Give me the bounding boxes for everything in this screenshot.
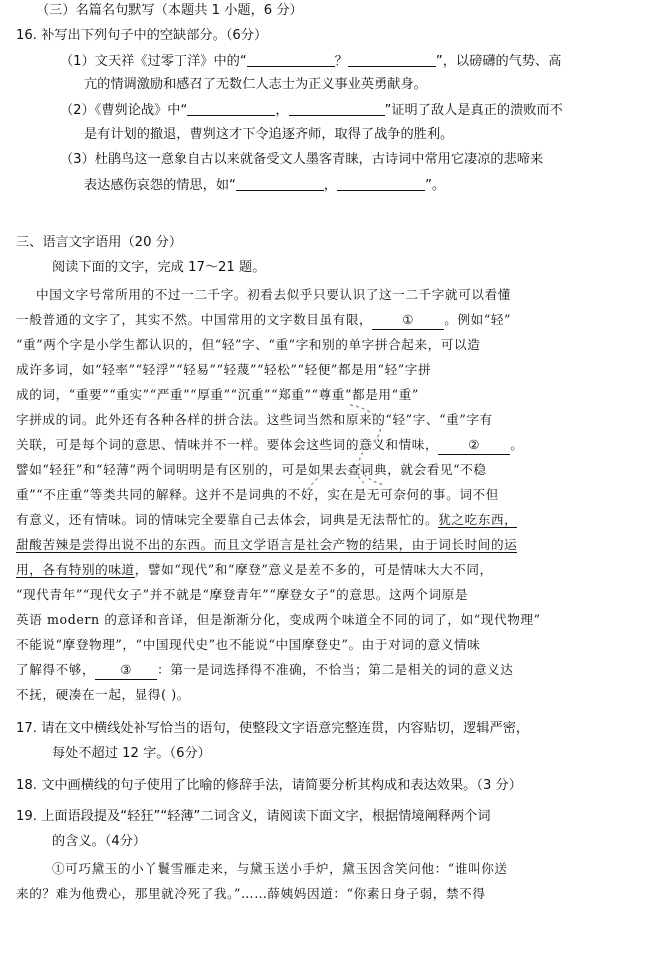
question-17-cont: 每处不超过 12 字。（6分） [52,746,211,761]
passage-line: 譬如“轻狂”和“轻薄”两个词明明是有区别的，可是如果去查词典，就会看见“不稳 [16,462,487,477]
question-19 [16,808,491,826]
underlined-text: 用，各有特别的味道 [16,562,135,577]
blank-marker-1[interactable]: ① [372,311,444,330]
passage-line [16,561,493,579]
item-text: ”。 [425,178,446,193]
item-text: ”证明了敌人是真正的溃败而不 [384,103,563,118]
item-text: （1）文天祥《过零丁洋》中的“ [60,54,247,69]
passage-line [16,311,511,330]
question-16-stem [16,27,267,45]
passage-line [16,436,523,455]
question-19-cont: 的含义。（4分） [52,834,147,849]
item-text: ？ [334,54,348,69]
blank-marker-2[interactable]: ② [438,436,510,455]
section-heading: 三、语言文字语用（20 分） [16,235,183,250]
q16-item-3: （3）杜鹃鸟这一意象自古以来就备受文人墨客青睐，古诗词中常用它凄凉的悲啼来 [60,152,544,167]
passage-line: “重”两个字是小学生都认识的，但“轻”字、“重”字和别的单字拼合起来，可以造 [16,337,481,352]
passage-line: 成许多词，如“轻率”“轻浮”“轻易”“轻蔑”“轻松”“轻便”都是用“轻”字拼 [16,362,432,377]
passage-line: 字拼成的词。此外还有各种各样的拼合法。这些词当然和原来的“轻”字、“重”字有 [16,412,493,427]
passage-line: 英语 modern 的意译和音译，但是渐渐分化，变成两个味道全不同的词了，如“现代物理” [16,612,541,627]
answer-blank[interactable] [289,101,385,116]
question-18 [16,777,522,795]
answer-blank[interactable] [187,101,275,116]
item-text: ， [275,103,289,118]
passage-line: 成的词，“重要”“重实”“严重”“厚重”“沉重”“郑重”“尊重”都是用“重” [16,387,419,402]
item-text: 表达感伤哀怨的情思，如“ [84,178,236,193]
item-text: ”，以磅礴的气势、高 [435,54,562,69]
passage-text: 了解得不够， [16,662,96,677]
underlined-sentence: 甜酸苦辣是尝得出说不出的东西。 [16,537,214,552]
excerpt-line: 来的？难为他费心，那里就冷死了我。”……薛姨妈因道：“你素日身子弱，禁不得 [16,886,486,901]
passage-text: ，譬如“现代”和“摩登”意义是差不多的，可是情味大大不同， [134,562,493,577]
dashed-curve-mark [300,455,370,505]
passage-text: 。 [510,437,524,452]
passage-text: 。例如“轻” [444,312,512,327]
question-number: 19. [16,809,37,824]
passage-text: 有意义，还有情味。词的情味完全要靠自己去体会，词典是无法帮忙的。 [16,512,439,527]
underlined-text: 而且文学语言是社会产物的结果，由于词长时间的运 [213,537,518,552]
passage-line [16,536,517,554]
excerpt-line: ①可巧黛玉的小丫鬟雪雁走来，与黛玉送小手炉，黛玉因含笑问他：“谁叫你送 [52,861,508,876]
reading-instruction: 阅读下面的文字，完成 17～21 题。 [52,260,266,275]
q16-item-2 [60,101,563,120]
question-text: 上面语段提及“轻狂”“轻薄”二词含义，请阅读下面文字，根据情境阐释两个词 [41,809,491,824]
passage-line: 中国文字号常所用的不过一二千字。初看去似乎只要认识了这一二千字就可以看懂 [36,287,511,302]
passage-line [16,661,513,680]
item-text: （2）《曹刿论战》中“ [60,103,188,118]
q16-item-1-cont: 亢的情调激励和感召了无数仁人志士为正义事业英勇献身。 [84,77,427,92]
q16-item-3-cont [84,176,445,195]
underlined-sentence: 犹之吃东西， [438,512,518,527]
passage-text: ：第一是词选择得不准确，不恰当；第二是相关的词的意义达 [157,662,514,677]
question-number: 17. [16,721,37,736]
question-text: 文中画横线的句子使用了比喻的修辞手法，请简要分析其构成和表达效果。（3 分） [41,778,522,793]
item-text: ， [323,178,338,193]
answer-blank[interactable] [236,176,324,191]
passage-text: 关联，可是每个词的意思、情味并不一样。要体会这些词的意义和情味， [16,437,439,452]
question-number: 16. [16,28,37,43]
answer-blank[interactable] [247,52,335,67]
question-text: 请在文中横线处补写恰当的语句，使整段文字语意完整连贯，内容贴切，逻辑严密， [41,721,530,736]
q16-item-2-cont: 是有计划的撤退，曹刿这才下令追逐齐师，取得了战争的胜利。 [84,127,454,142]
passage-line: 不抚，硬凑在一起，显得( )。 [16,687,190,702]
passage-line: 不能说“摩登物理”，“中国现代史”也不能说“中国摩登史”。由于对词的意义情味 [16,637,481,652]
q16-item-1 [60,52,561,71]
blank-marker-3[interactable]: ③ [95,661,157,680]
section-heading: （三）名篇名句默写（本题共 1 小题，6 分） [36,3,303,18]
passage-text: 一般普通的文字了，其实不然。中国常用的文字数目虽有限， [16,312,373,327]
question-number: 18. [16,778,37,793]
passage-line: “现代青年”“现代女子”并不就是“摩登青年”“摩登女子”的意思。这两个词原是 [16,587,469,602]
answer-blank[interactable] [348,52,436,67]
passage-line: 重”“不庄重”等类共同的解释。这并不是词典的不好，实在是无可奈何的事。词不但 [16,487,499,502]
answer-blank[interactable] [337,176,425,191]
passage-line [16,511,517,529]
question-17 [16,720,529,738]
question-text: 补写出下列句子中的空缺部分。（6分） [41,28,268,43]
